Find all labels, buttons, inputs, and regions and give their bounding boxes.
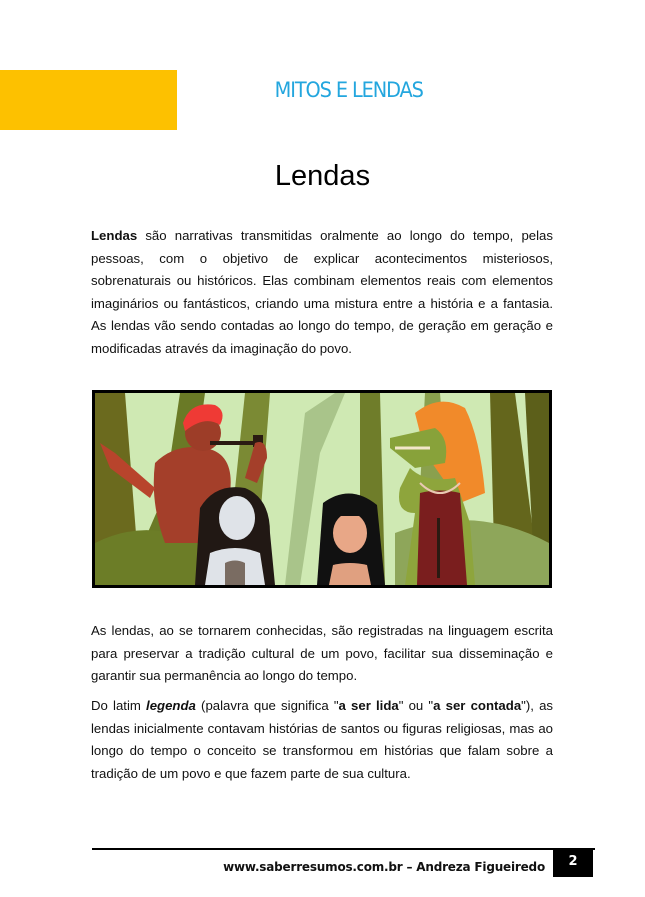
footer-credit: www.saberresumos.com.br – Andreza Figueiredo [223,860,545,874]
folklore-illustration [92,390,552,588]
meaning-2: a ser contada [433,698,522,713]
page-number: 2 [553,850,593,877]
bold-term: Lendas [91,228,138,243]
latin-term: legenda [146,698,196,713]
text-span: "), as lendas inicialmente contavam histórias de santos ou figuras religiosas, mas ao longo do tempo o conceito se transformou em histórias que falam sobre a tradição de um povo e que fazem parte de sua cultura. [91,698,554,781]
text-span: (palavra que significa " [195,698,339,713]
text-span: " ou " [398,698,434,713]
page-title: Lendas [274,160,371,192]
paragraph-etymology [91,695,553,785]
folklore-illustration-icon [95,393,549,585]
section-title: MITOS E LENDAS [274,78,423,102]
paragraph-text: são narrativas transmitidas oralmente ao longo do tempo, pelas pessoas, com o objetivo de explicar acontecimentos misteriosos, sobrenaturais ou históricos. Elas combinam elementos reais com elementos imaginários ou fantásticos, criando uma mistura entre a história e a fantasia. As lendas vão sendo contadas ao longo do tempo, de geração em geração e modificadas através da imaginação do povo. [91,228,553,356]
meaning-1: a ser lida [338,698,399,713]
paragraph-intro [91,225,553,360]
footer-divider [92,848,595,850]
paragraph-registration: As lendas, ao se tornarem conhecidas, são registradas na linguagem escrita para preservar a tradição cultural de um povo, facilitar sua disseminação e garantir sua permanência ao longo do tempo. [91,623,553,683]
text-span: Do latim [91,698,147,713]
